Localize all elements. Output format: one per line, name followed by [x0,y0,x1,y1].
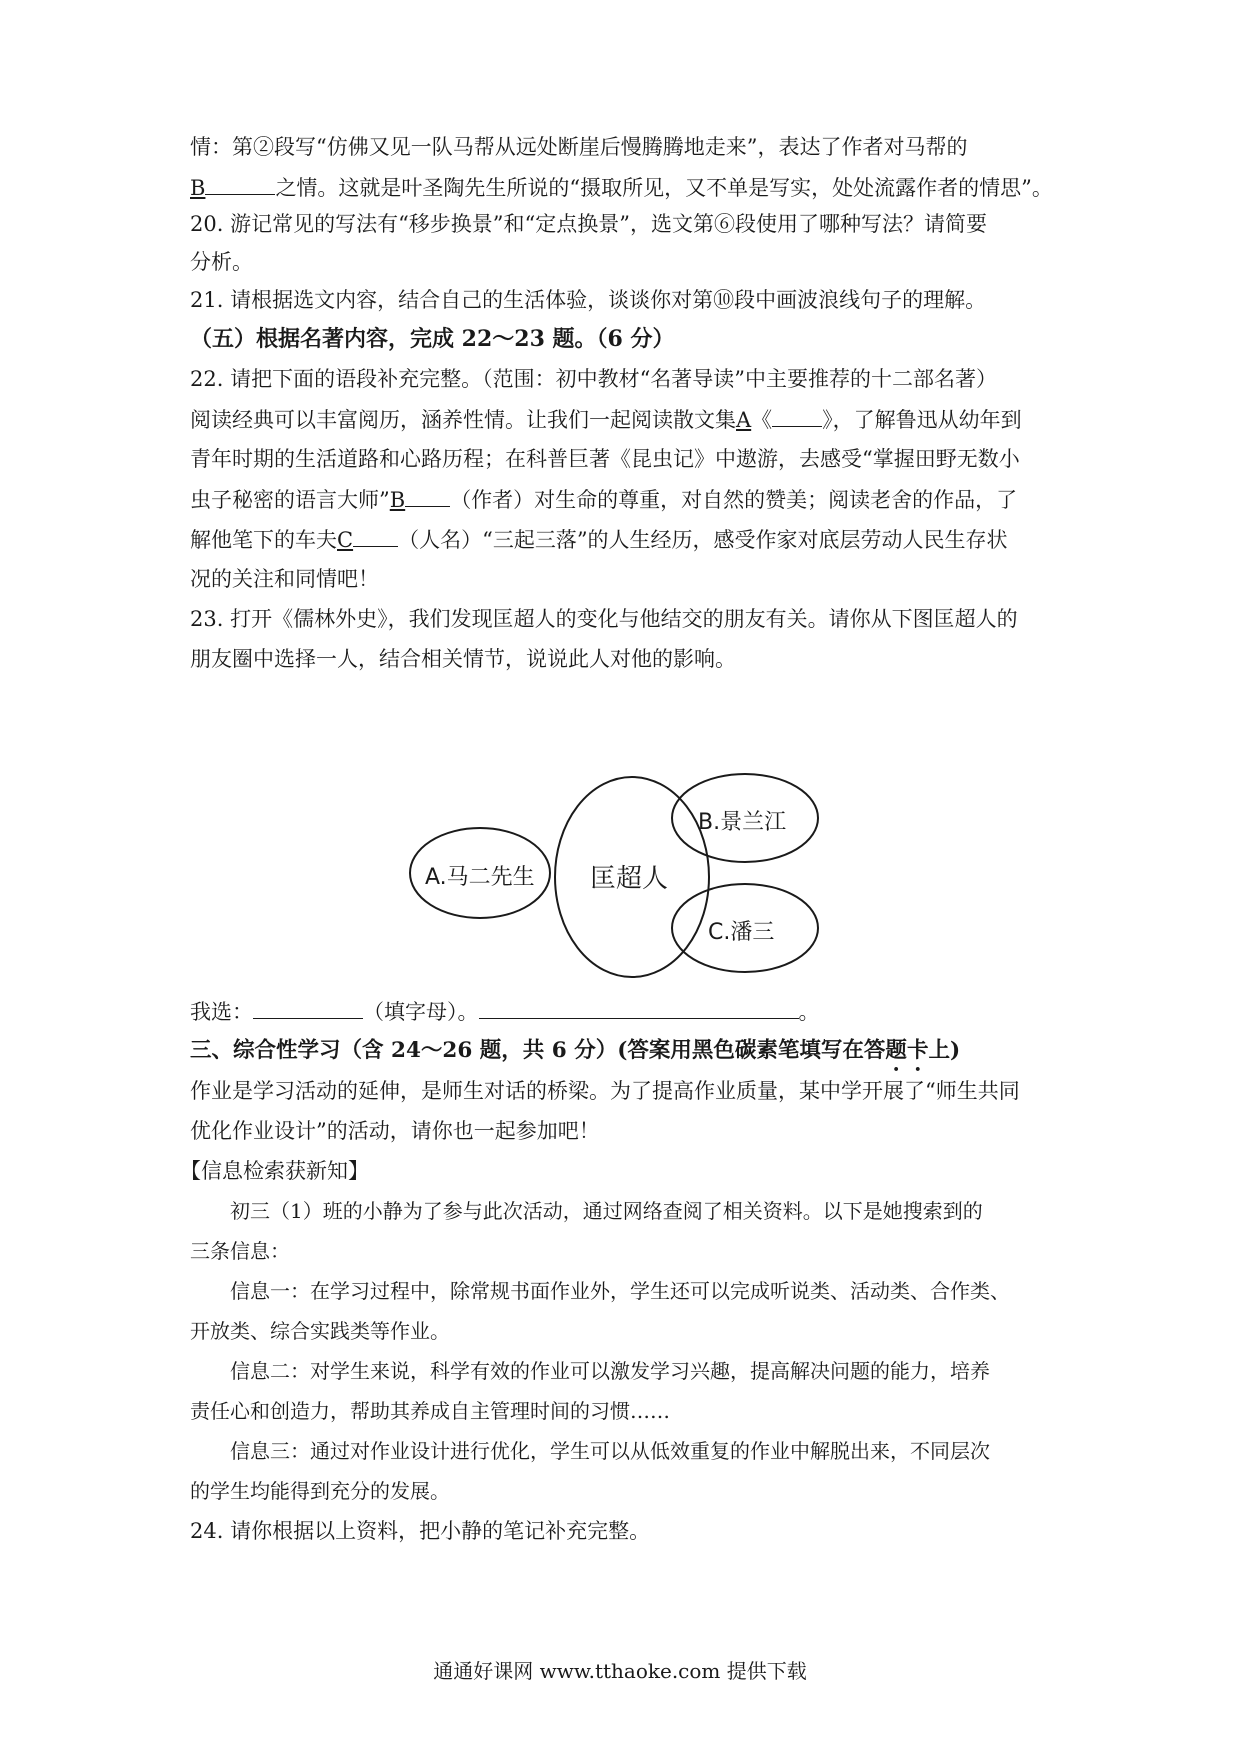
answer-line: 我选： （填字母）。 。 [190,996,1070,1027]
q22-line-5: 解他笔下的车夫C （人名）“三起三落”的人生经历，感受作家对底层劳动人民生存状 [190,524,1070,555]
q22-line-3: 青年时期的生活道路和心路历程；在科普巨著《昆虫记》中遨游，去感受“掌握田野无数小 [190,447,1020,471]
answer-blank[interactable] [405,484,450,507]
q22-line-1: 22. 请把下面的语段补充完整。（范围：初中教材“名著导读”中主要推荐的十二部名著） [190,367,998,391]
answer-text-blank[interactable] [479,996,799,1019]
label-a: A.马二先生 [425,865,535,890]
q20-line-1: 20. 游记常见的写法有“移步换景”和“定点换景”，选文第⑥段使用了哪种写法？请简要 [190,212,988,236]
answer-blank[interactable] [353,524,398,547]
q21-line-1: 21. 请根据选文内容，结合自己的生活体验，谈谈你对第⑩段中画波浪线句子的理解。 [190,288,987,312]
q22-line-4: 虫子秘密的语言大师”B （作者）对生命的尊重，对自然的赞美；阅读老舍的作品，了 [190,484,1070,515]
blank-letter-b: B [190,176,206,200]
q19-line-1: 情：第②段写“仿佛又见一队马帮从远处断崖后慢腾腾地走来”，表达了作者对马帮的 [190,135,968,159]
blank-letter-c: C [337,528,354,552]
info-1-line-1: 信息一：在学习过程中，除常规书面作业外，学生还可以完成听说类、活动类、合作类、 [230,1279,1010,1303]
subheading: 【信息检索获新知】 [180,1159,369,1183]
q22-line-6: 况的关注和同情吧！ [190,567,379,591]
answer-blank[interactable] [205,172,275,195]
intro-line-2: 优化作业设计”的活动，请你也一起参加吧！ [190,1119,600,1143]
letter-choice-blank[interactable] [253,996,363,1019]
page-footer: 通通好课网 www.tthaoke.com 提供下载 [433,1659,807,1683]
material-p1-line-2: 三条信息： [190,1239,290,1263]
blank-letter-a: A [736,408,752,432]
q23-line-1: 23. 打开《儒林外史》，我们发现匡超人的变化与他结交的朋友有关。请你从下图匡超人的 [190,607,1018,631]
material-p1-line-1: 初三（1）班的小静为了参与此次活动，通过网络查阅了相关资料。以下是她搜索到的 [230,1199,983,1223]
q22-line-2: 阅读经典可以丰富阅历，涵养性情。让我们一起阅读散文集A《 》，了解鲁迅从幼年到 [190,404,1070,435]
answer-blank[interactable] [772,404,822,427]
info-3-line-1: 信息三：通过对作业设计进行优化，学生可以从低效重复的作业中解脱出来，不同层次 [230,1439,990,1463]
info-2-line-2: 责任心和创造力，帮助其养成自主管理时间的习惯…… [190,1399,670,1423]
intro-line-1: 作业是学习活动的延伸，是师生对话的桥梁。为了提高作业质量，某中学开展了“师生共同 [190,1079,1020,1103]
info-2-line-1: 信息二：对学生来说，科学有效的作业可以激发学习兴趣，提高解决问题的能力，培养 [230,1359,990,1383]
friend-circle-diagram [400,770,850,990]
blank-letter-b: B [389,488,406,512]
label-b: B.景兰江 [698,810,787,835]
label-center: 匡超人 [590,864,669,894]
q19-line-2: B 之情。这就是叶圣陶先生所说的“摄取所见，又不单是写实，处处流露作者的情思”。 [190,172,1070,203]
label-c: C.潘三 [708,920,775,945]
section-5-heading: （五）根据名著内容，完成 22～23 题。（6 分） [190,326,675,352]
info-1-line-2: 开放类、综合实践类等作业。 [190,1319,450,1343]
q24-line-1: 24. 请你根据以上资料，把小静的笔记补充完整。 [190,1519,651,1543]
q23-line-2: 朋友圈中选择一人，结合相关情节，说说此人对他的影响。 [190,647,736,671]
q20-line-2: 分析。 [190,250,253,274]
section-3-heading: 三、综合性学习（含 24～26 题，共 6 分）(答案用黑色碳素笔填写在答题卡上) [190,1038,961,1063]
info-3-line-2: 的学生均能得到充分的发展。 [190,1479,450,1503]
